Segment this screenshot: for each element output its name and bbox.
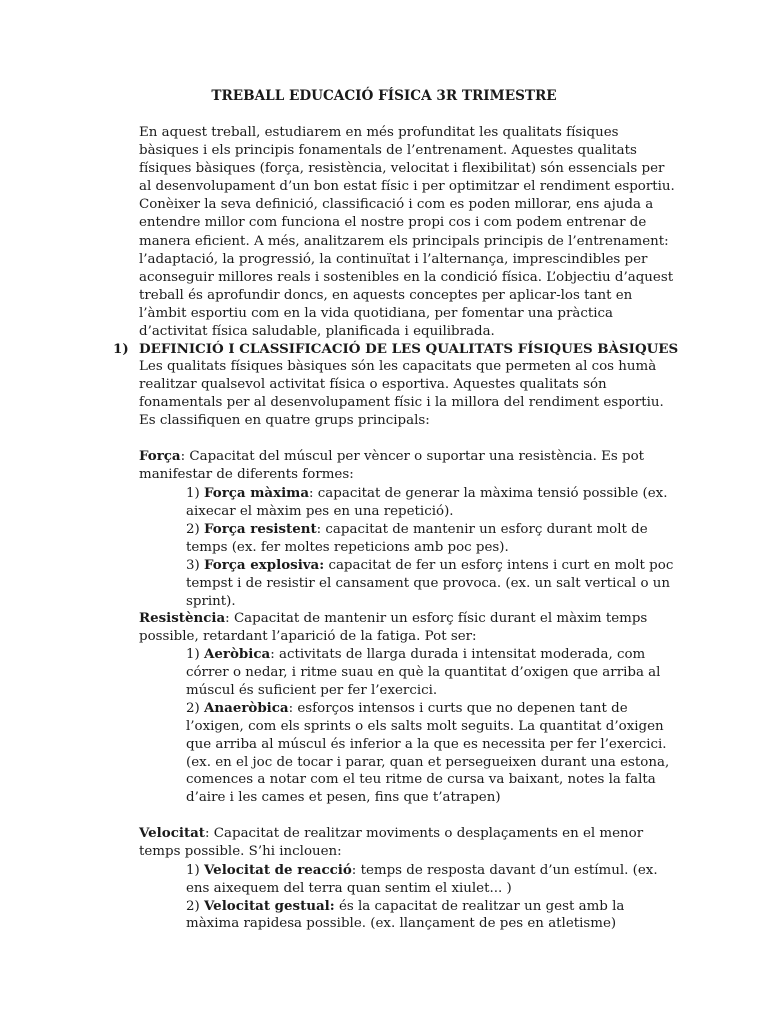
forca-item-3-term: Força explosiva: (204, 557, 325, 573)
forca-def-text: : Capacitat del múscul per vèncer o suportar una resistència. Es pot manifestar de diferents formes: (139, 449, 645, 483)
velocitat-item-2: 2) Velocitat gestual: és la capacitat de realitzar un gest amb la (186, 898, 625, 914)
forca-item-1-term: Força màxima (204, 485, 310, 501)
velocitat-term: Velocitat (139, 825, 205, 841)
forca-term: Força (139, 448, 181, 464)
section-1-paragraph: Les qualitats físiques bàsiques són les capacitats que permeten al cos humà realitzar qualsevol activitat física o esportiva. Aquestes qualitats són fonamentals per al desenvolupament físic i la millora del rendiment esportiu. Es classifiquen en quatre grups principals: (139, 359, 664, 429)
velocitat-item-2-term: Velocitat gestual: (204, 898, 335, 914)
velocitat-item-1-term: Velocitat de reacció (204, 862, 352, 878)
forca-item-3: 3) Força explosiva: capacitat de fer un esforç intens i curt en molt poc tempst i de resistir el cansament que provoca. (ex. un salt vertical o un sprint). (186, 557, 674, 610)
velocitat-def-text: : Capacitat de realitzar moviments o desplaçaments en el menor temps possible. S’hi inclouen: (139, 826, 644, 860)
forca-item-1: 1) Força màxima: capacitat de generar la màxima tensió possible (ex. aixecar el màxim pes en una repetició). (186, 485, 668, 520)
resistencia-item-1: 1) Aeròbica: activitats de llarga durada i intensitat moderada, com córrer o nedar, i ritme suau en què la quantitat d’oxigen que arriba al múscul és suficient per fer l’exercici. (186, 646, 661, 699)
resistencia-def-text: : Capacitat de mantenir un esforç físic durant el màxim temps possible, retardant l’aparició de la fatiga. Pot ser: (139, 611, 648, 645)
document-title: TREBALL EDUCACIÓ FÍSICA 3R TRIMESTRE (211, 88, 557, 104)
velocitat-definition (139, 824, 679, 861)
intro-paragraph: En aquest treball, estudiarem en més profunditat les qualitats físiques bàsiques i els principis fonamentals de l’entrenament. Aquestes qualitats físiques bàsiques (força, resistència, velocitat i flexibilitat) són essencials per al desenvolupament d’un bon estat físic i per optimitzar el rendiment esportiu. Conèixer la seva definició, classificació i com es poden millorar, ens ajuda a entendre millor com funciona el nostre propi cos i com podem entrenar de manera eficient. A més, analitzarem els principals principis de l’entrenament: l’adaptació, la progressió, la continuïtat i l’alternança, imprescindibles per aconseguir millores reals i sostenibles en la condició física. L’objectiu d’aquest treball és aprofundir doncs, en aquests conceptes per aplicar-los tant en l’àmbit esportiu com en la vida quotidiana, per fomentar una pràctica d’activitat física saludable, planificada i equilibrada. (139, 125, 675, 340)
forca-definition (139, 447, 679, 484)
resistencia-definition (139, 609, 679, 646)
forca-item-2-term: Força resistent (204, 521, 317, 537)
section-1-number: 1) (113, 341, 129, 357)
velocitat-item-2-continued: màxima rapidesa possible. (ex. llançament de pes en atletisme) (186, 916, 617, 931)
resistencia-term: Resistència (139, 610, 226, 626)
resistencia-item-2: 2) Anaeròbica: esforços intensos i curts que no depenen tant de l’oxigen, com els sprints o els salts molt seguits. La quantitat d’oxigen que arriba al múscul és inferior a la que es necessita per fer l’exercici. (ex. en el joc de tocar i parar, quan et persegueixen durant una estona, (186, 700, 670, 771)
resistencia-item-1-term: Aeròbica (204, 646, 271, 662)
velocitat-item-1: 1) Velocitat de reacció: temps de resposta davant d’un estímul. (ex. ens aixequem del terra quan sentim el xiulet... ) (186, 862, 658, 897)
section-1-heading: DEFINICIÓ I CLASSIFICACIÓ DE LES QUALITATS FÍSIQUES BÀSIQUES (139, 341, 679, 357)
resistencia-item-2-continued: comences a notar com el teu ritme de cursa va baixant, notes la falta d’aire i les cames et pesen, fins que t’atrapen) (186, 772, 656, 806)
forca-item-2: 2) Força resistent: capacitat de mantenir un esforç durant molt de temps (ex. fer moltes repeticions amb poc pes). (186, 521, 648, 556)
resistencia-item-2-term: Anaeròbica (204, 700, 289, 716)
